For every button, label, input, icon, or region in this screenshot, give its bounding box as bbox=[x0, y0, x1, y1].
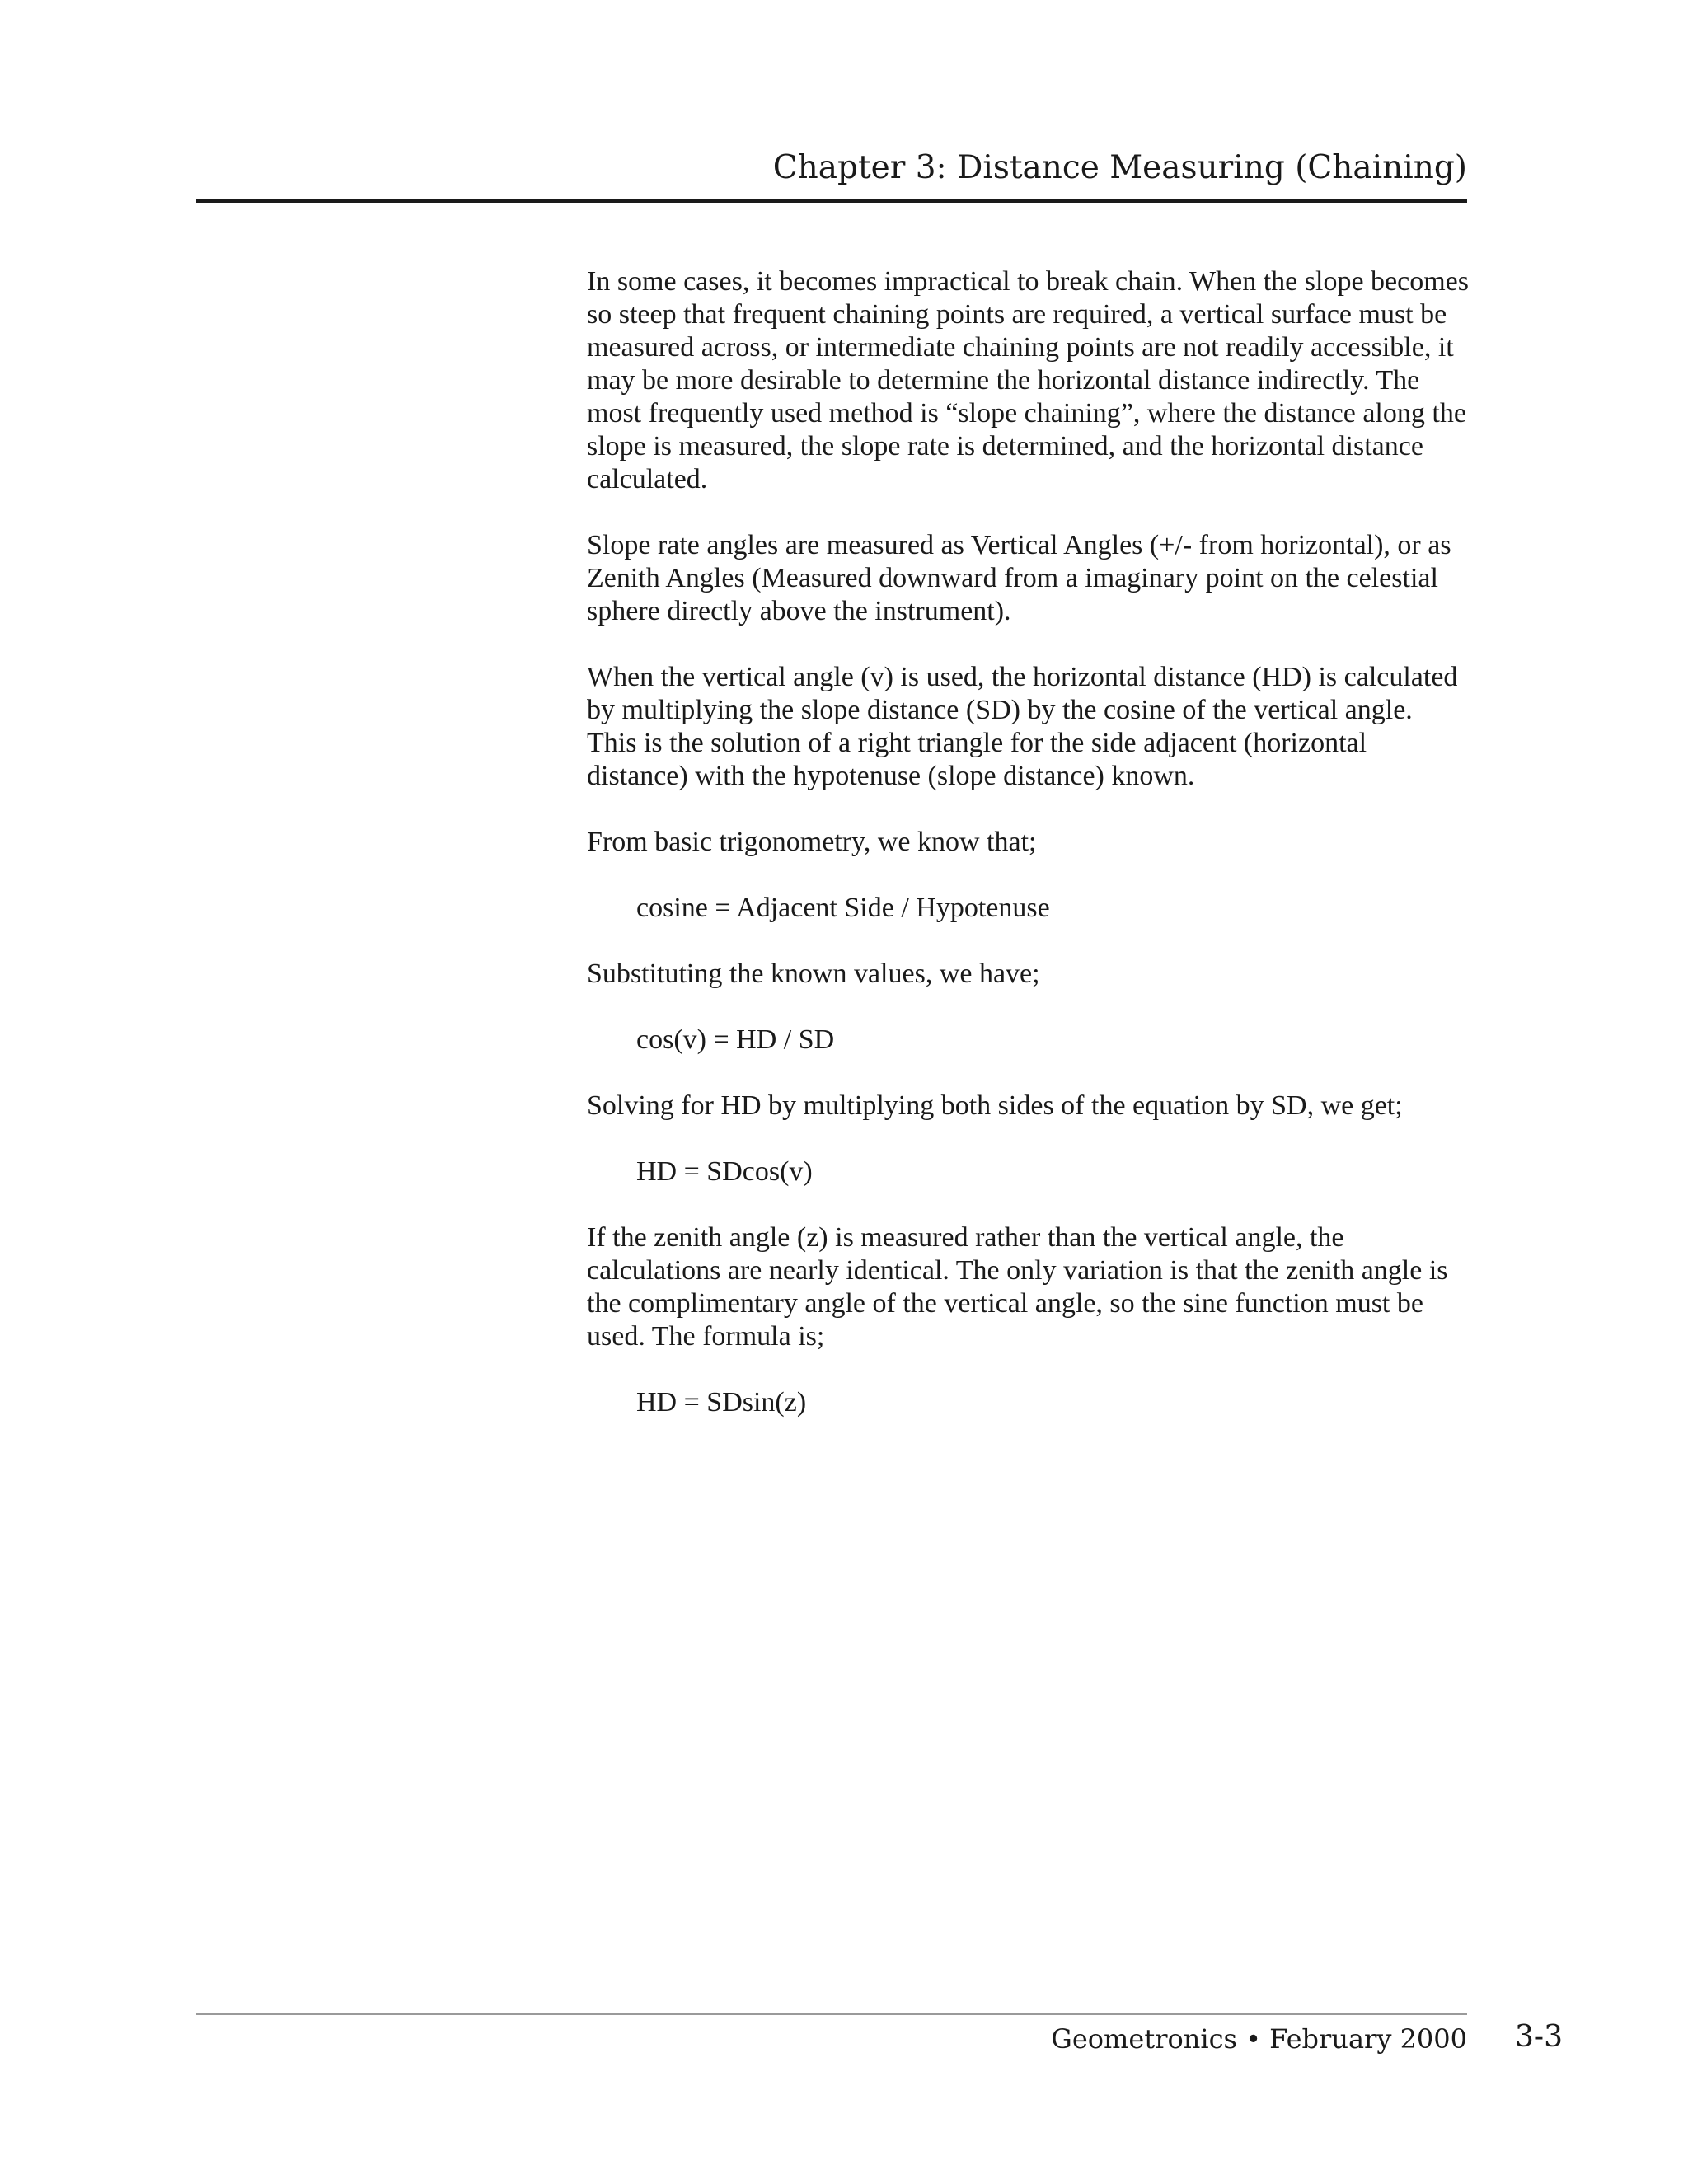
paragraph-slope-chaining: In some cases, it becomes impractical to break chain. When the slope becomes so steep that frequent chaining points are required, a vertical surface must be measured across, or intermediate chaining points are not readily accessible, it may be more desirable to determine the horizontal distance indirectly. The most frequently used method is “slope chaining”, where the distance along the slope is measured, the slope rate is determined, and the horizontal distance calculated. bbox=[587, 266, 1469, 494]
page-number: 3-3 bbox=[1515, 2020, 1563, 2054]
footer-rule bbox=[196, 2013, 1467, 2015]
paragraph-trigonometry: From basic trigonometry, we know that; bbox=[587, 827, 1037, 857]
formula-cos-v: cos(v) = HD / SD bbox=[636, 1024, 835, 1055]
paragraph-substituting: Substituting the known values, we have; bbox=[587, 958, 1040, 989]
formula-hd-sin: HD = SDsin(z) bbox=[636, 1387, 807, 1418]
paragraph-solving: Solving for HD by multiplying both sides of the equation by SD, we get; bbox=[587, 1090, 1403, 1121]
body-text bbox=[587, 265, 1469, 1452]
formula-cosine: cosine = Adjacent Side / Hypotenuse bbox=[636, 893, 1050, 923]
footer-text: Geometronics • February 2000 bbox=[1051, 2023, 1467, 2055]
formula-hd-cos: HD = SDcos(v) bbox=[636, 1156, 813, 1187]
paragraph-slope-angles: Slope rate angles are measured as Vertical Angles (+/- from horizontal), or as Zenith Angles (Measured downward from a imaginary point on the celestial sphere directly above the instrument). bbox=[587, 530, 1451, 626]
paragraph-vertical-angle: When the vertical angle (v) is used, the horizontal distance (HD) is calculated by multiplying the slope distance (SD) by the cosine of the vertical angle. This is the solution of a right triangle for the side adjacent (horizontal distance) with the hypotenuse (slope distance) known. bbox=[587, 662, 1458, 791]
chapter-title: Chapter 3: Distance Measuring (Chaining) bbox=[772, 149, 1467, 186]
paragraph-zenith-angle: If the zenith angle (z) is measured rather than the vertical angle, the calculations are nearly identical. The only variation is that the zenith angle is the complimentary angle of the vertical angle, so the sine function must be used. The formula is; bbox=[587, 1222, 1448, 1352]
page-header bbox=[196, 132, 1467, 203]
